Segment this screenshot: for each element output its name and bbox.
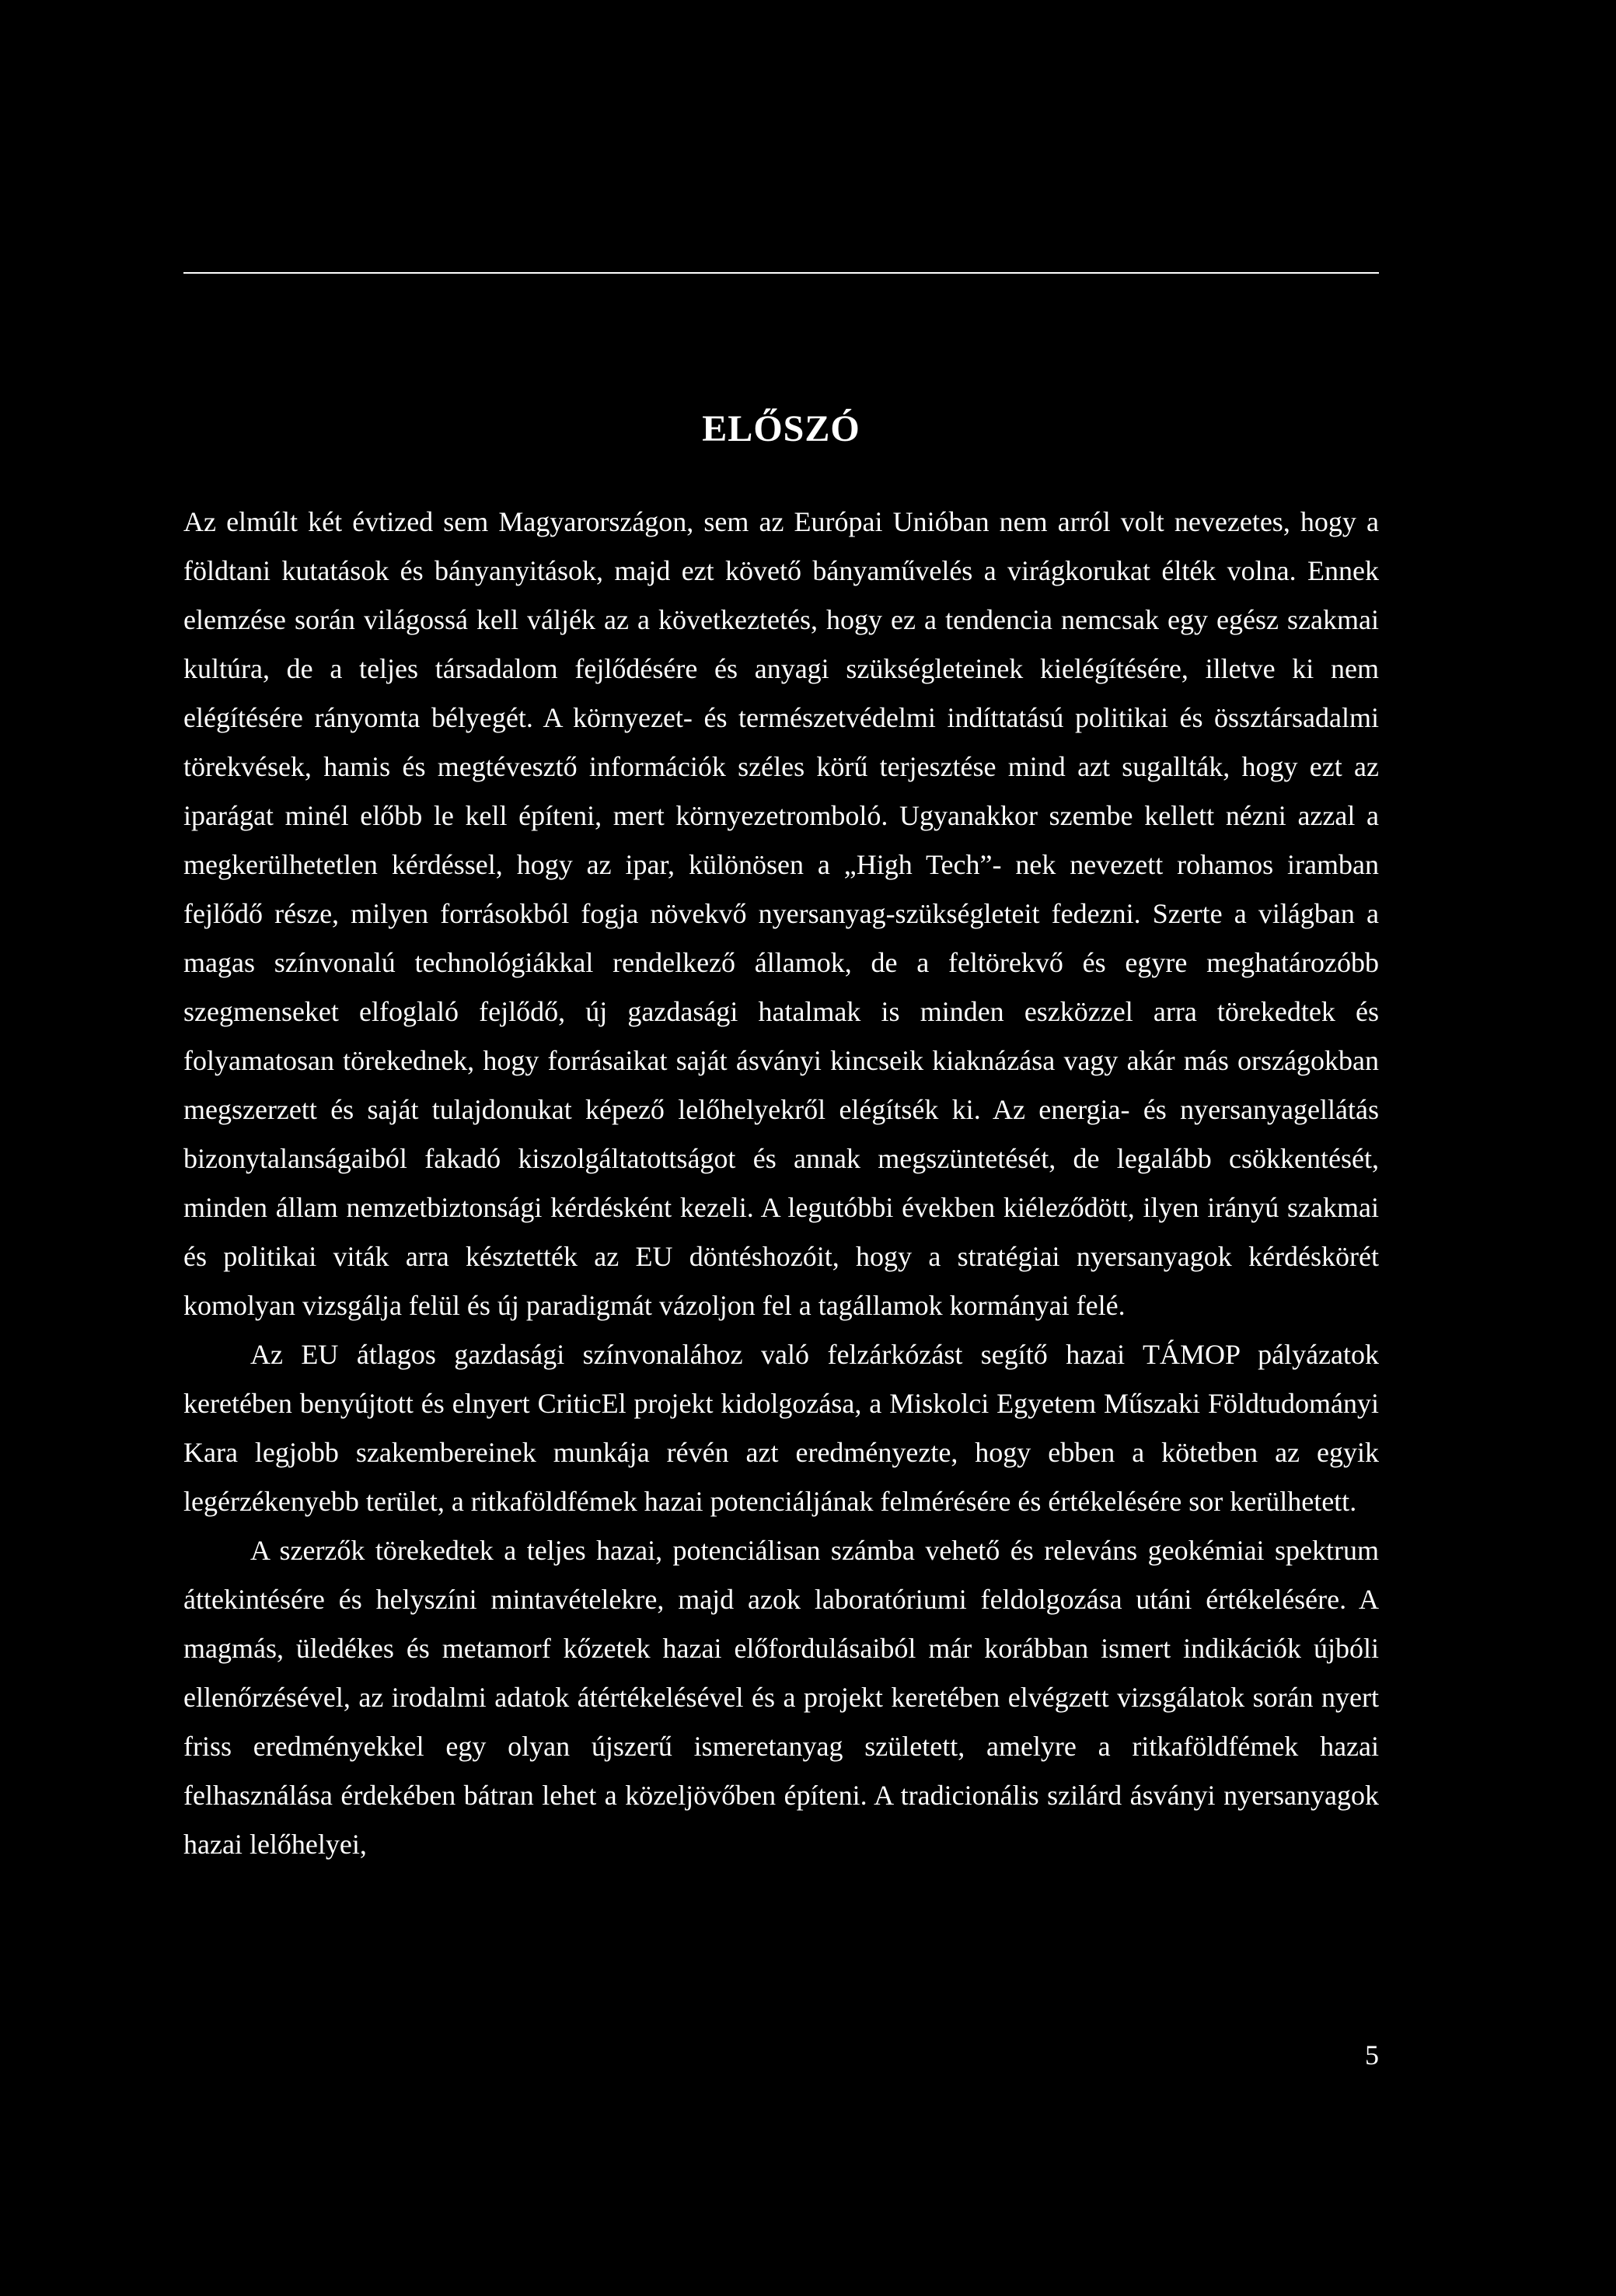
paragraph-1: Az elmúlt két évtized sem Magyarországon, sem az Európai Unióban nem arról volt nevezetes, hogy a földtani kutatások és bányanyitások, majd ezt követő bányaművelés a virágkorukat élték volna. Ennek elemzése során világossá kell váljék az a következtetés, hogy ez a tendencia nemcsak egy egész szakmai kultúra, de a teljes társadalom fejlődésére és anyagi szükségleteinek kielégítésére, illetve ki nem elégítésére rányomta bélyegét. A környezet- és természetvédelmi indíttatású politikai és össztársadalmi törekvések, hamis és megtévesztő információk széles körű terjesztése mind azt sugallták, hogy ezt az iparágat minél előbb le kell építeni, mert környezetromboló. Ugyanakkor szembe kellett nézni azzal a megkerülhetetlen kérdéssel, hogy az ipar, különösen a „High Tech”- nek nevezett rohamos iramban fejlődő része, milyen forrásokból fogja növekvő nyersanyag-szükségleteit fedezni. Szerte a világban a magas színvonalú technológiákkal rendelkező államok, de a feltörekvő és egyre meghatározóbb szegmenseket elfoglaló fejlődő, új gazdasági hatalmak is minden eszközzel arra törekedtek és folyamatosan törekednek, hogy forrásaikat saját ásványi kincseik kiaknázása vagy akár más országokban megszerzett és saját tulajdonukat képező lelőhelyekről elégítsék ki. Az energia- és nyersanyagellátás bizonytalanságaiból fakadó kiszolgáltatottságot és annak megszüntetését, de legalább csökkentését, minden állam nemzetbiztonsági kérdésként kezeli. A legutóbbi években kiéleződött, ilyen irányú szakmai és politikai viták arra késztették az EU döntéshozóit, hogy a stratégiai nyersanyagok kérdéskörét komolyan vizsgálja felül és új paradigmát vázoljon fel a tagállamok kormányai felé. [183,506,1379,1321]
page-number: 5 [1365,2039,1379,2071]
paragraph-2: Az EU átlagos gazdasági színvonalához való felzárkózást segítő hazai TÁMOP pályázatok keretében benyújtott és elnyert CriticEl projekt kidolgozása, a Miskolci Egyetem Műszaki Földtudományi Kara legjobb szakembereinek munkája révén azt eredményezte, hogy ebben a kötetben az egyik legérzékenyebb terület, a ritkaföldfémek hazai potenciáljának felmérésére és értékelésére sor kerülhetett. [183,1339,1379,1517]
header-rule [183,272,1379,274]
body-text [183,498,1379,1869]
paragraph-3: A szerzők törekedtek a teljes hazai, potenciálisan számba vehető és releváns geokémiai spektrum áttekintésére és helyszíni mintavételekre, majd azok laboratóriumi feldolgozása utáni értékelésére. A magmás, üledékes és metamorf kőzetek hazai előfordulásaiból már korábban ismert indikációk újbóli ellenőrzésével, az irodalmi adatok átértékelésével és a projekt keretében elvégzett vizsgálatok során nyert friss eredményekkel egy olyan újszerű ismeretanyag született, amelyre a ritkaföldfémek hazai felhasználása érdekében bátran lehet a közeljövőben építeni. A tradicionális szilárd ásványi nyersanyagok hazai lelőhelyei, [183,1535,1379,1860]
page-title: ELŐSZÓ [702,408,860,449]
